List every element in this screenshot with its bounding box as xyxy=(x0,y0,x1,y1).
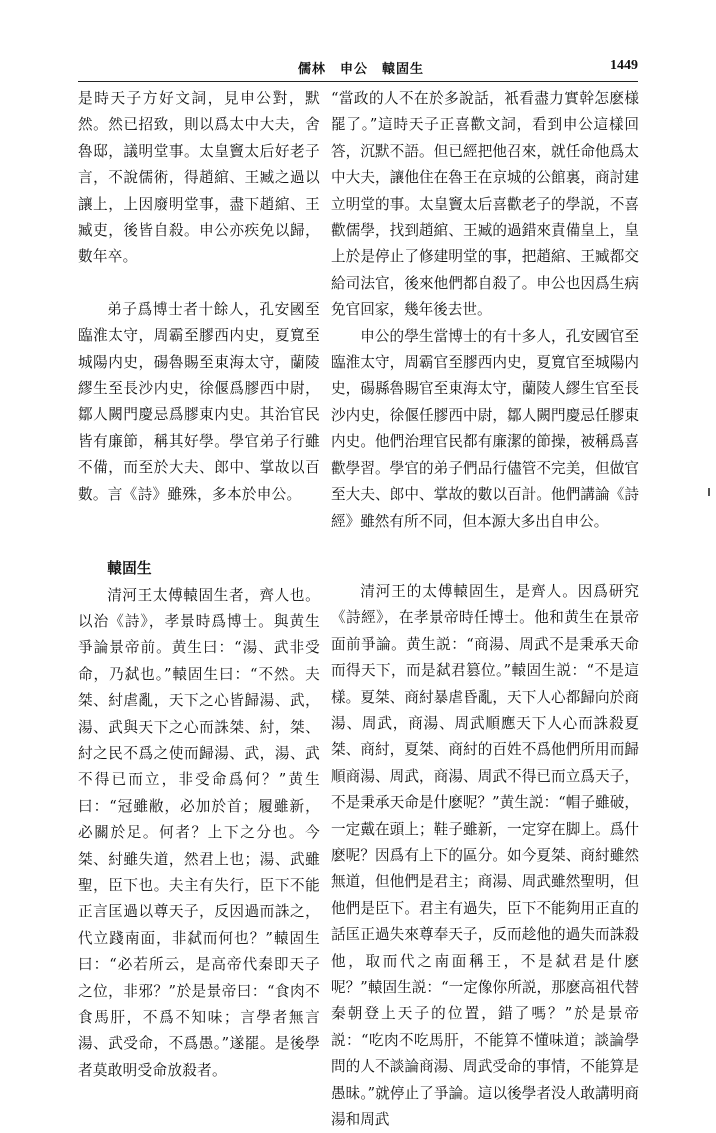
header-title: 儒林 申公 轅固生 xyxy=(298,62,425,77)
classical-text-column xyxy=(78,86,320,1084)
translation-paragraph-1: “當政的人不在於多說話，衹看盡力實幹怎麽様罷了。”這時天子正喜歡文詞，看到申公這樣回答，沉默不語。但已經把他召來，就任命他爲太中大夫，讓他住在魯王在京城的公館裏，商討建立明堂的事。太皇竇太后喜歡老子的學説，不喜歡儒學，找到趙綰、王臧的過錯來責備皇上，皇上於是停止了修建明堂的事，把趙綰、王臧都交給司法官，後來他們都自殺了。申公也因爲生病免官回家，幾年後去世。 xyxy=(331,90,639,319)
translation-column xyxy=(331,86,639,1133)
classical-paragraph-1: 是時天子方好文詞，見申公對，默然。然已招致，則以爲太中大夫，舍魯邸，議明堂事。太皇竇太后好老子言，不說儒術，得趙綰、王臧之過以讓上，上因廢明堂事，盡下趙綰、王臧吏，後皆自殺。申公亦疾免以歸，數年卒。 xyxy=(78,90,320,266)
running-header xyxy=(78,58,638,80)
margin-mark xyxy=(708,488,710,496)
translation-paragraph-2: 申公的學生當博士的有十多人，孔安國官至臨淮太守，周霸官至膠西内史，夏寬官至城陽内史，碭縣魯賜官至東海太守，蘭陵人繆生官至長沙内史，徐偃任膠西中尉，鄒人闕門慶忌任膠東内史。他們治理官民都有廉潔的節操，被稱爲喜歡學習。學官的弟子們品行儘管不完美，但做官至大夫、郎中、掌故的數以百計。他們講論《詩經》雖然有所不同，但本源大多出自申公。 xyxy=(331,327,639,530)
classical-paragraph-3: 清河王太傅轅固生者，齊人也。以治《詩》，孝景時爲博士。與黄生爭論景帝前。黄生曰：“湯、武非受命，乃弑也。”轅固生曰：“不然。夫桀、紂虐亂，天下之心皆歸湯、武，湯、武與天下之心而誅桀、紂，桀、紂之民不爲之使而歸湯、武，湯、武不得已而立，非受命爲何？”黄生曰：“冠雖敝，必加於首；履雖新，必關於足。何者？上下之分也。今桀、紂雖失道，然君上也；湯、武雖聖，臣下也。夫主有失行，臣下不能正言匡過以尊天子，反因過而誅之，代立踐南面，非弑而何也？”轅固生曰：“必若所云，是高帝代秦即天子之位，非邪？”於是景帝曰：“食肉不食馬肝，不爲不知味；言學者無言湯、武受命，不爲愚。”遂罷。是後學者莫敢明受命放殺者。 xyxy=(78,586,320,1079)
classical-paragraph-2: 弟子爲博士者十餘人，孔安國至臨淮太守，周霸至膠西内史，夏寬至城陽内史，碭魯賜至東海太守，蘭陵繆生至長沙内史，徐偃爲膠西中尉，鄒人闕門慶忌爲膠東内史。其治官民皆有廉節，稱其好學。學官弟子行雖不備，而至於大夫、郎中、掌故以百數。言《詩》雖殊，多本於申公。 xyxy=(78,300,320,503)
header-rule xyxy=(78,81,638,82)
page-number: 1449 xyxy=(610,58,638,73)
section-heading: 轅固生 xyxy=(107,560,152,578)
translation-paragraph-3: 清河王的太傅轅固生，是齊人。因爲研究《詩經》，在孝景帝時任博士。他和黄生在景帝面前爭論。黄生説：“商湯、周武不是秉承天命而得天下，而是弑君篡位。”轅固生説：“不是這樣。夏桀、商紂暴虐昏亂，天下人心都歸向於商湯、周武，商湯、周武順應天下人心而誅殺夏桀、商紂，夏桀、商紂的百姓不爲他們所用而歸順商湯、周武，商湯、周武不得已而立爲天子，不是秉承天命是什麽呢？”黄生説：“帽子雖破，一定戴在頭上；鞋子雖新，一定穿在脚上。爲什麽呢？因爲有上下的區分。如今夏桀、商紂雖然無道，但他們是君主；商湯、周武雖然聖明，但他們是臣下。君主有過失，臣下不能夠用正直的話匡正過失來尊奉天子，反而趁他的過失而誅殺他，取而代之南面稱王，不是弑君是什麽呢？”轅固生説：“一定像你所説，那麽高祖代替秦朝登上天子的位置，錯了嗎？”於是景帝説：“吃肉不吃馬肝，不能算不懂味道；談論學問的人不談論商湯、周武受命的事情，不能算是愚昧。”就停止了爭論。這以後學者没人敢講明商湯和周武 xyxy=(331,582,639,1129)
